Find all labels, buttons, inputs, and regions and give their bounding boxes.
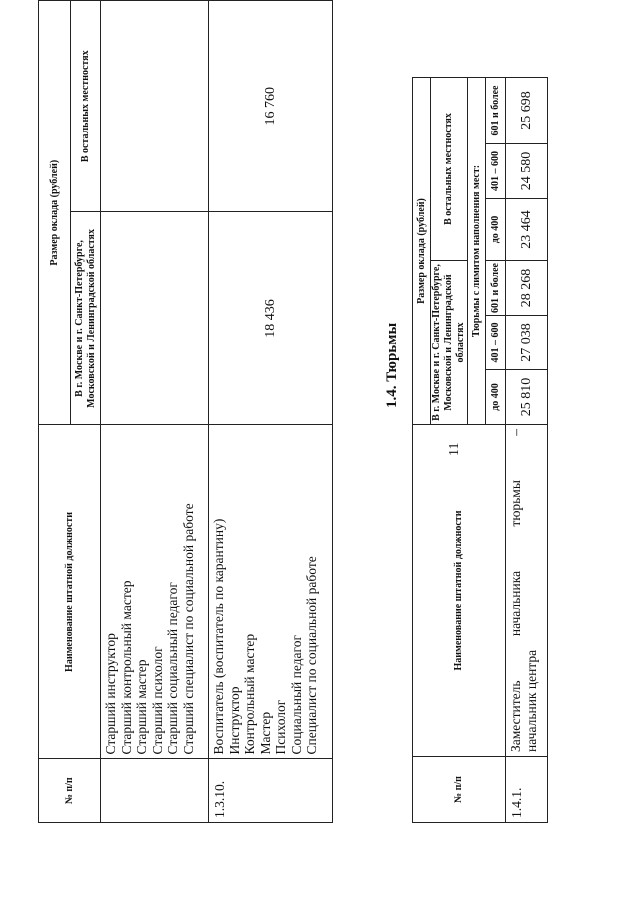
salary-other [101,1,209,212]
position-item: Мастер [257,711,273,755]
position-item: Старший социальный педагог [165,582,180,755]
header-position: Наименование штатной должности [39,425,101,759]
salary-other: 23 464 [506,199,548,261]
table-row [209,1,333,823]
salary-other: 16 760 [209,1,333,212]
header-band: 601 и более [486,78,506,144]
staff-salary-table-2 [412,77,548,823]
staff-salary-table-1 [38,0,333,823]
salary-moscow: 25 810 [506,370,548,425]
salary-moscow: 27 038 [506,316,548,370]
row-number: 1.3.10. [209,759,333,823]
position-item: Воспитатель (воспитатель по карантину) [211,518,226,755]
header-moscow: В г. Москве и г. Санкт-Петербурге, Московской и Ленинградской областях [431,261,468,425]
salary-other: 25 698 [506,78,548,144]
position-item: Старший инструктор [103,633,118,755]
page-number: 11 [447,442,462,456]
header-band: до 400 [486,370,506,425]
salary-moscow: 28 268 [506,261,548,316]
header-band: до 400 [486,199,506,261]
table-row [506,78,548,823]
header-band: 601 и более [486,261,506,316]
salary-moscow [101,212,209,425]
salary-moscow: 18 436 [209,212,333,425]
position-cell [506,425,548,757]
position-item: Контрольный мастер [242,633,257,755]
position-line: Заместитель начальника тюрьмы – [508,429,523,752]
position-item: Социальный педагог [288,634,304,755]
header-position: Наименование штатной должности [413,425,506,757]
position-item: Старший специалист по социальной работе [180,503,196,755]
header-salary: Размер оклада (рублей) [413,78,431,425]
position-list [209,425,333,759]
position-item: Старший психолог [149,646,165,755]
header-band: 401 – 600 [486,144,506,199]
header-moscow: В г. Москве и г. Санкт-Петербурге, Московской и Ленинградской областях [71,212,101,425]
row-number: 1.4.1. [506,757,548,823]
section-title: 1.4. Тюрьмы [384,322,400,408]
header-num: № п/п [413,757,506,823]
row-number [101,759,209,823]
position-list [101,425,209,759]
position-item: Психолог [273,699,288,755]
position-item: Старший мастер [134,659,149,755]
header-other: В остальных местностях [71,1,101,212]
position-item: Специалист по социальной работе [304,556,319,755]
header-num: № п/п [39,759,101,823]
table-row [101,1,209,823]
position-item: Старший контрольный мастер [118,580,134,755]
header-salary: Размер оклада (рублей) [39,1,71,425]
header-other: В остальных местностях [431,78,468,261]
position-line: начальник центра [523,649,539,752]
header-limit: Тюрьмы с лимитом наполнения мест: [468,78,486,425]
header-band: 401 – 600 [486,316,506,370]
salary-other: 24 580 [506,144,548,199]
position-item: Инструктор [226,686,242,755]
